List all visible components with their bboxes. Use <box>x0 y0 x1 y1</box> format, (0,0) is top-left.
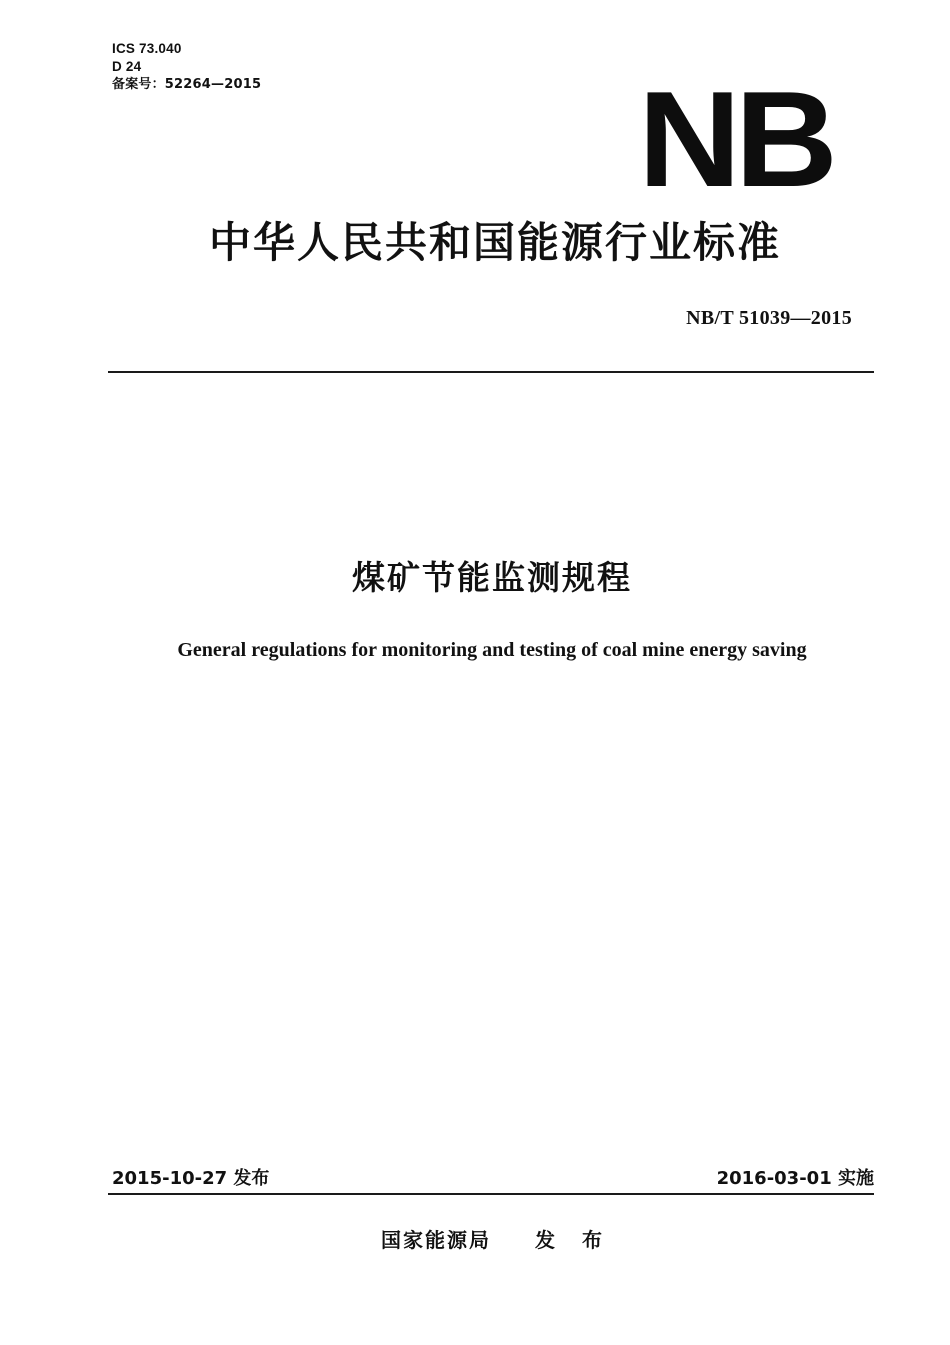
nb-logo: NB <box>638 84 832 194</box>
standard-category-title: 中华人民共和国能源行业标准 <box>208 218 781 267</box>
issuer-action: 发 布 <box>535 1228 612 1252</box>
bottom-divider <box>108 1193 874 1195</box>
document-title-english: General regulations for monitoring and testing of coal mine energy saving <box>177 639 807 661</box>
classification-code: D 24 <box>112 59 142 74</box>
document-title-chinese: 煤矿节能监测规程 <box>352 558 632 597</box>
issue-date: 2015-10-27 发布 <box>112 1168 270 1189</box>
effective-date: 2016-03-01 实施 <box>716 1168 874 1189</box>
filing-number: 备案号：52264—2015 <box>112 77 262 92</box>
issuer-name: 国家能源局 <box>381 1228 491 1252</box>
top-divider <box>108 371 874 373</box>
standard-code: NB/T 51039—2015 <box>686 307 852 329</box>
ics-code: ICS 73.040 <box>112 41 182 56</box>
issuer-line <box>381 1226 612 1254</box>
